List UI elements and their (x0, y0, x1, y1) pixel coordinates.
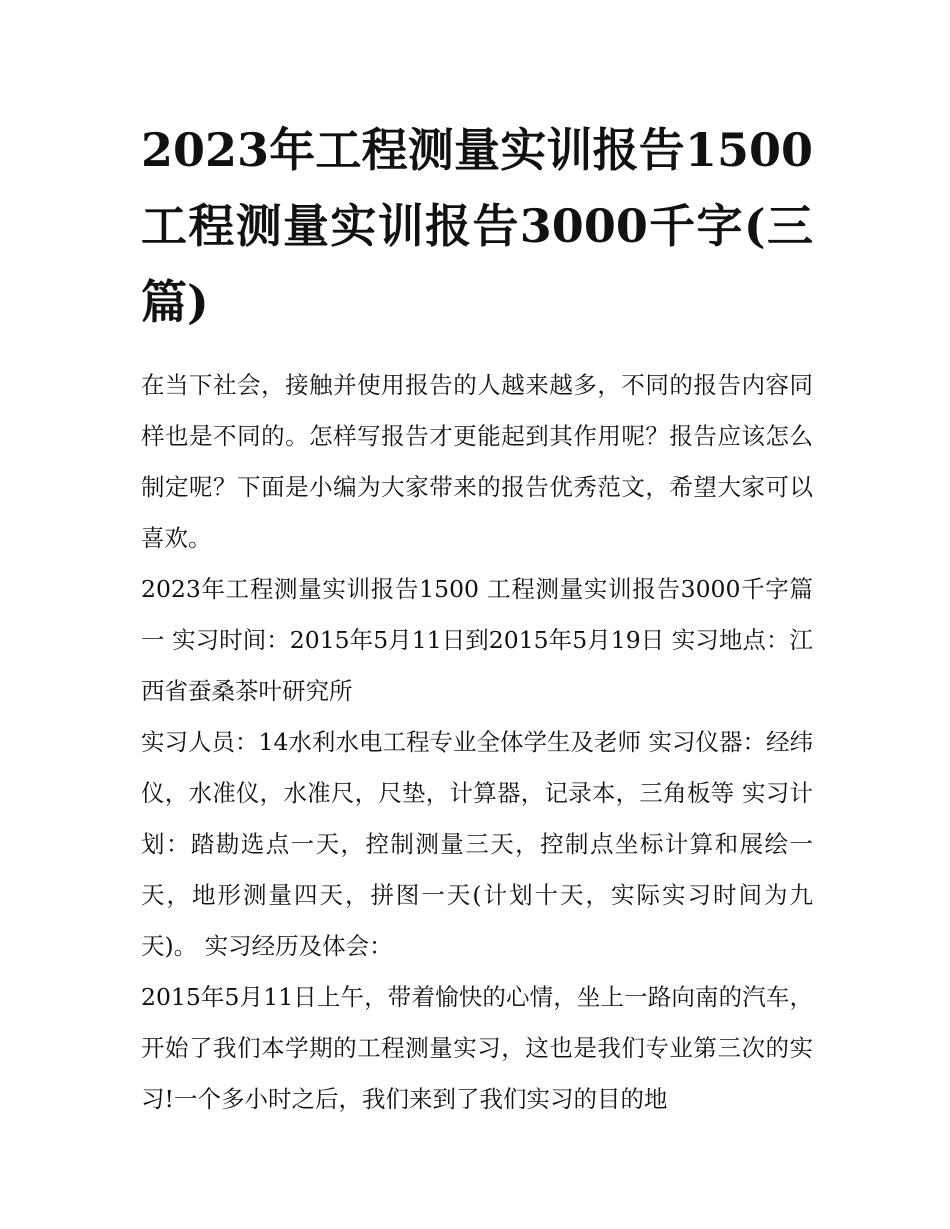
document-body (141, 112, 813, 1125)
paragraph-intro: 在当下社会，接触并使用报告的人越来越多，不同的报告内容同样也是不同的。怎样写报告才更能起到其作用呢？报告应该怎么制定呢？下面是小编为大家带来的报告优秀范文，希望大家可以喜欢。 (141, 371, 813, 552)
paragraph-experience: 2015年5月11日上午，带着愉快的心情，坐上一路向南的汽车，开始了我们本学期的工程测量实习，这也是我们专业第三次的实习!一个多小时之后，我们来到了我们实习的目的地 (141, 983, 813, 1113)
paragraph-time-location: 2023年工程测量实训报告1500 工程测量实训报告3000千字篇一 实习时间：2015年5月11日到2015年5月19日 实习地点：江西省蚕桑茶叶研究所 (141, 575, 813, 705)
document-title: 2023年工程测量实训报告1500 工程测量实训报告3000千字(三篇) (141, 123, 813, 329)
paragraph-personnel-equipment: 实习人员：14水利水电工程专业全体学生及老师 实习仪器：经纬仪，水准仪，水准尺，尺垫，计算器，记录本，三角板等 实习计划：踏勘选点一天，控制测量三天，控制点坐标计算和展绘一天，地形测量四天，拼图一天(计划十天，实际实习时间为九天)。 实习经历及体会： (141, 728, 813, 960)
